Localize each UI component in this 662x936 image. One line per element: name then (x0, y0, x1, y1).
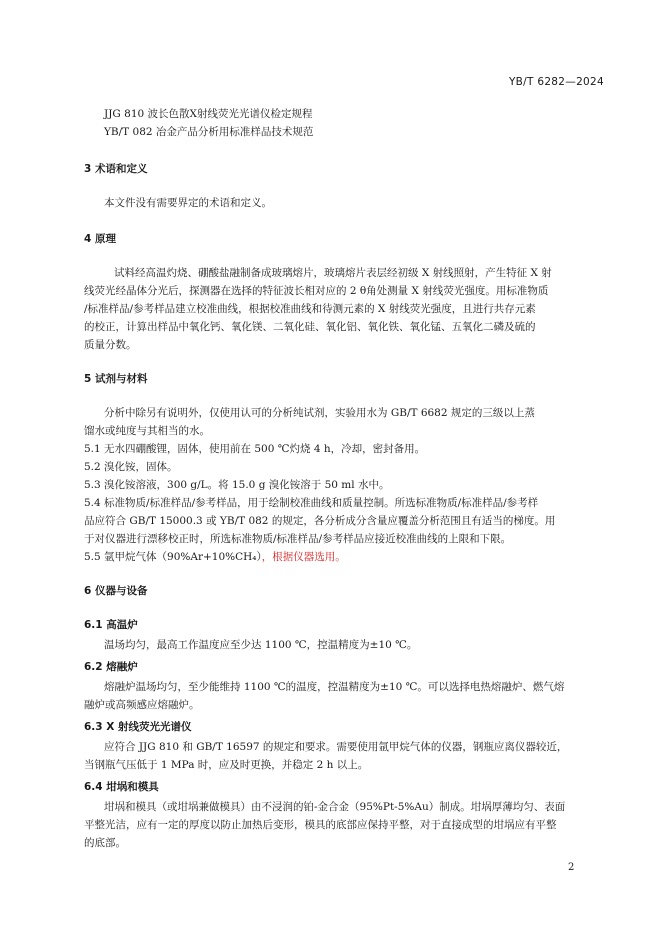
section-6-2-line: 熔融炉温场均匀，至少能维持 1100 ℃的温度，控温精度为±10 ℃。可以选择电热熔融炉、燃气熔 (104, 681, 565, 693)
section-4-line: /标准样品/参考样品建立校准曲线，根据校准曲线和待测元素的 X 射线荧光强度，且进行共存元素 (84, 303, 536, 315)
item-5-5-text: 5.5 氩甲烷气体（90%Ar+10%CH₄） (84, 551, 262, 563)
section-6-4-line: 坩埚和模具（或坩埚兼做模具）由不浸润的铂-金合金（95%Pt-5%Au）制成。坩埚厚薄均匀、表面 (104, 801, 566, 813)
item-5-1: 5.1 无水四硼酸锂，固体，使用前在 500 ℃灼烧 4 h，冷却，密封备用。 (84, 443, 426, 455)
reference-ybt082: YB/T 082 冶金产品分析用标准样品技术规范 (104, 126, 314, 138)
item-5-5 (84, 550, 346, 564)
section-6-3-title: 6.3 X 射线荧光光谱仪 (84, 721, 192, 733)
standard-code-header: YB/T 6282—2024 (508, 76, 604, 88)
item-5-4-line: 于对仪器进行漂移校正时，所选标准物质/标准样品/参考样品应接近校准曲线的上限和下限。 (84, 533, 512, 545)
item-5-4-line: 5.4 标准物质/标准样品/参考样品，用于绘制校准曲线和质量控制。所选标准物质/标准样品/参考样 (84, 497, 539, 509)
section-5-intro-line: 馏水或纯度与其相当的水。 (84, 425, 210, 437)
section-4-line: 的校正，计算出样品中氧化钙、氧化镁、二氧化硅、氧化铝、氧化铁、氧化锰、五氧化二磷及硫的 (84, 321, 536, 333)
section-6-4-line: 平整光洁，应有一定的厚度以防止加热后变形，模具的底部应保持平整，对于直接成型的坩埚应有平整 (84, 819, 557, 831)
section-6-4-title: 6.4 坩埚和模具 (84, 781, 159, 793)
section-6-3-line: 当钢瓶气压低于 1 MPa 时，应及时更换，并稳定 2 h 以上。 (84, 759, 369, 771)
section-6-1-text: 温场均匀，最高工作温度应至少达 1100 ℃，控温精度为±10 ℃。 (104, 639, 418, 651)
section-6-title: 6 仪器与设备 (84, 585, 148, 597)
section-6-2-title: 6.2 熔融炉 (84, 661, 138, 673)
section-6-4-line: 的底部。 (84, 837, 126, 849)
section-6-3-line: 应符合 JJG 810 和 GB/T 16597 的规定和要求。需要使用氩甲烷气体的仪器，钢瓶应离仪器较近， (104, 741, 568, 753)
item-5-2: 5.2 溴化铵，固体。 (84, 461, 178, 473)
page-number: 2 (568, 862, 575, 873)
section-6-1-title: 6.1 高温炉 (84, 619, 138, 631)
section-5-title: 5 试剂与材料 (84, 373, 148, 385)
item-5-3: 5.3 溴化铵溶液，300 g/L。将 15.0 g 溴化铵溶于 50 ml 水中。 (84, 479, 390, 491)
section-5-intro-line: 分析中除另有说明外，仅使用认可的分析纯试剂，实验用水为 GB/T 6682 规定的三级以上蒸 (104, 407, 535, 419)
section-6-2-line: 融炉或高频感应熔融炉。 (84, 699, 200, 711)
item-5-5-highlight: ，根据仪器选用。 (261, 551, 346, 563)
section-4-title: 4 原理 (84, 233, 116, 245)
section-4-line: 试料经高温灼烧、硼酸盐融制备成玻璃熔片，玻璃熔片表层经初级 X 射线照射，产生特征 X 射 (114, 267, 552, 279)
reference-jjg810: JJG 810 波长色散X射线荧光光谱仪检定规程 (104, 108, 313, 120)
section-4-line: 质量分数。 (84, 339, 137, 351)
section-3-text: 本文件没有需要界定的术语和定义。 (104, 197, 272, 209)
section-4-line: 线荧光经晶体分光后，探测器在选择的特征波长相对应的 2 θ角处测量 X 射线荧光强度。用标准物质 (84, 285, 549, 297)
section-3-title: 3 术语和定义 (84, 163, 148, 175)
item-5-4-line: 品应符合 GB/T 15000.3 或 YB/T 082 的规定，各分析成分含量应覆盖分析范围且有适当的梯度。用 (84, 515, 556, 527)
